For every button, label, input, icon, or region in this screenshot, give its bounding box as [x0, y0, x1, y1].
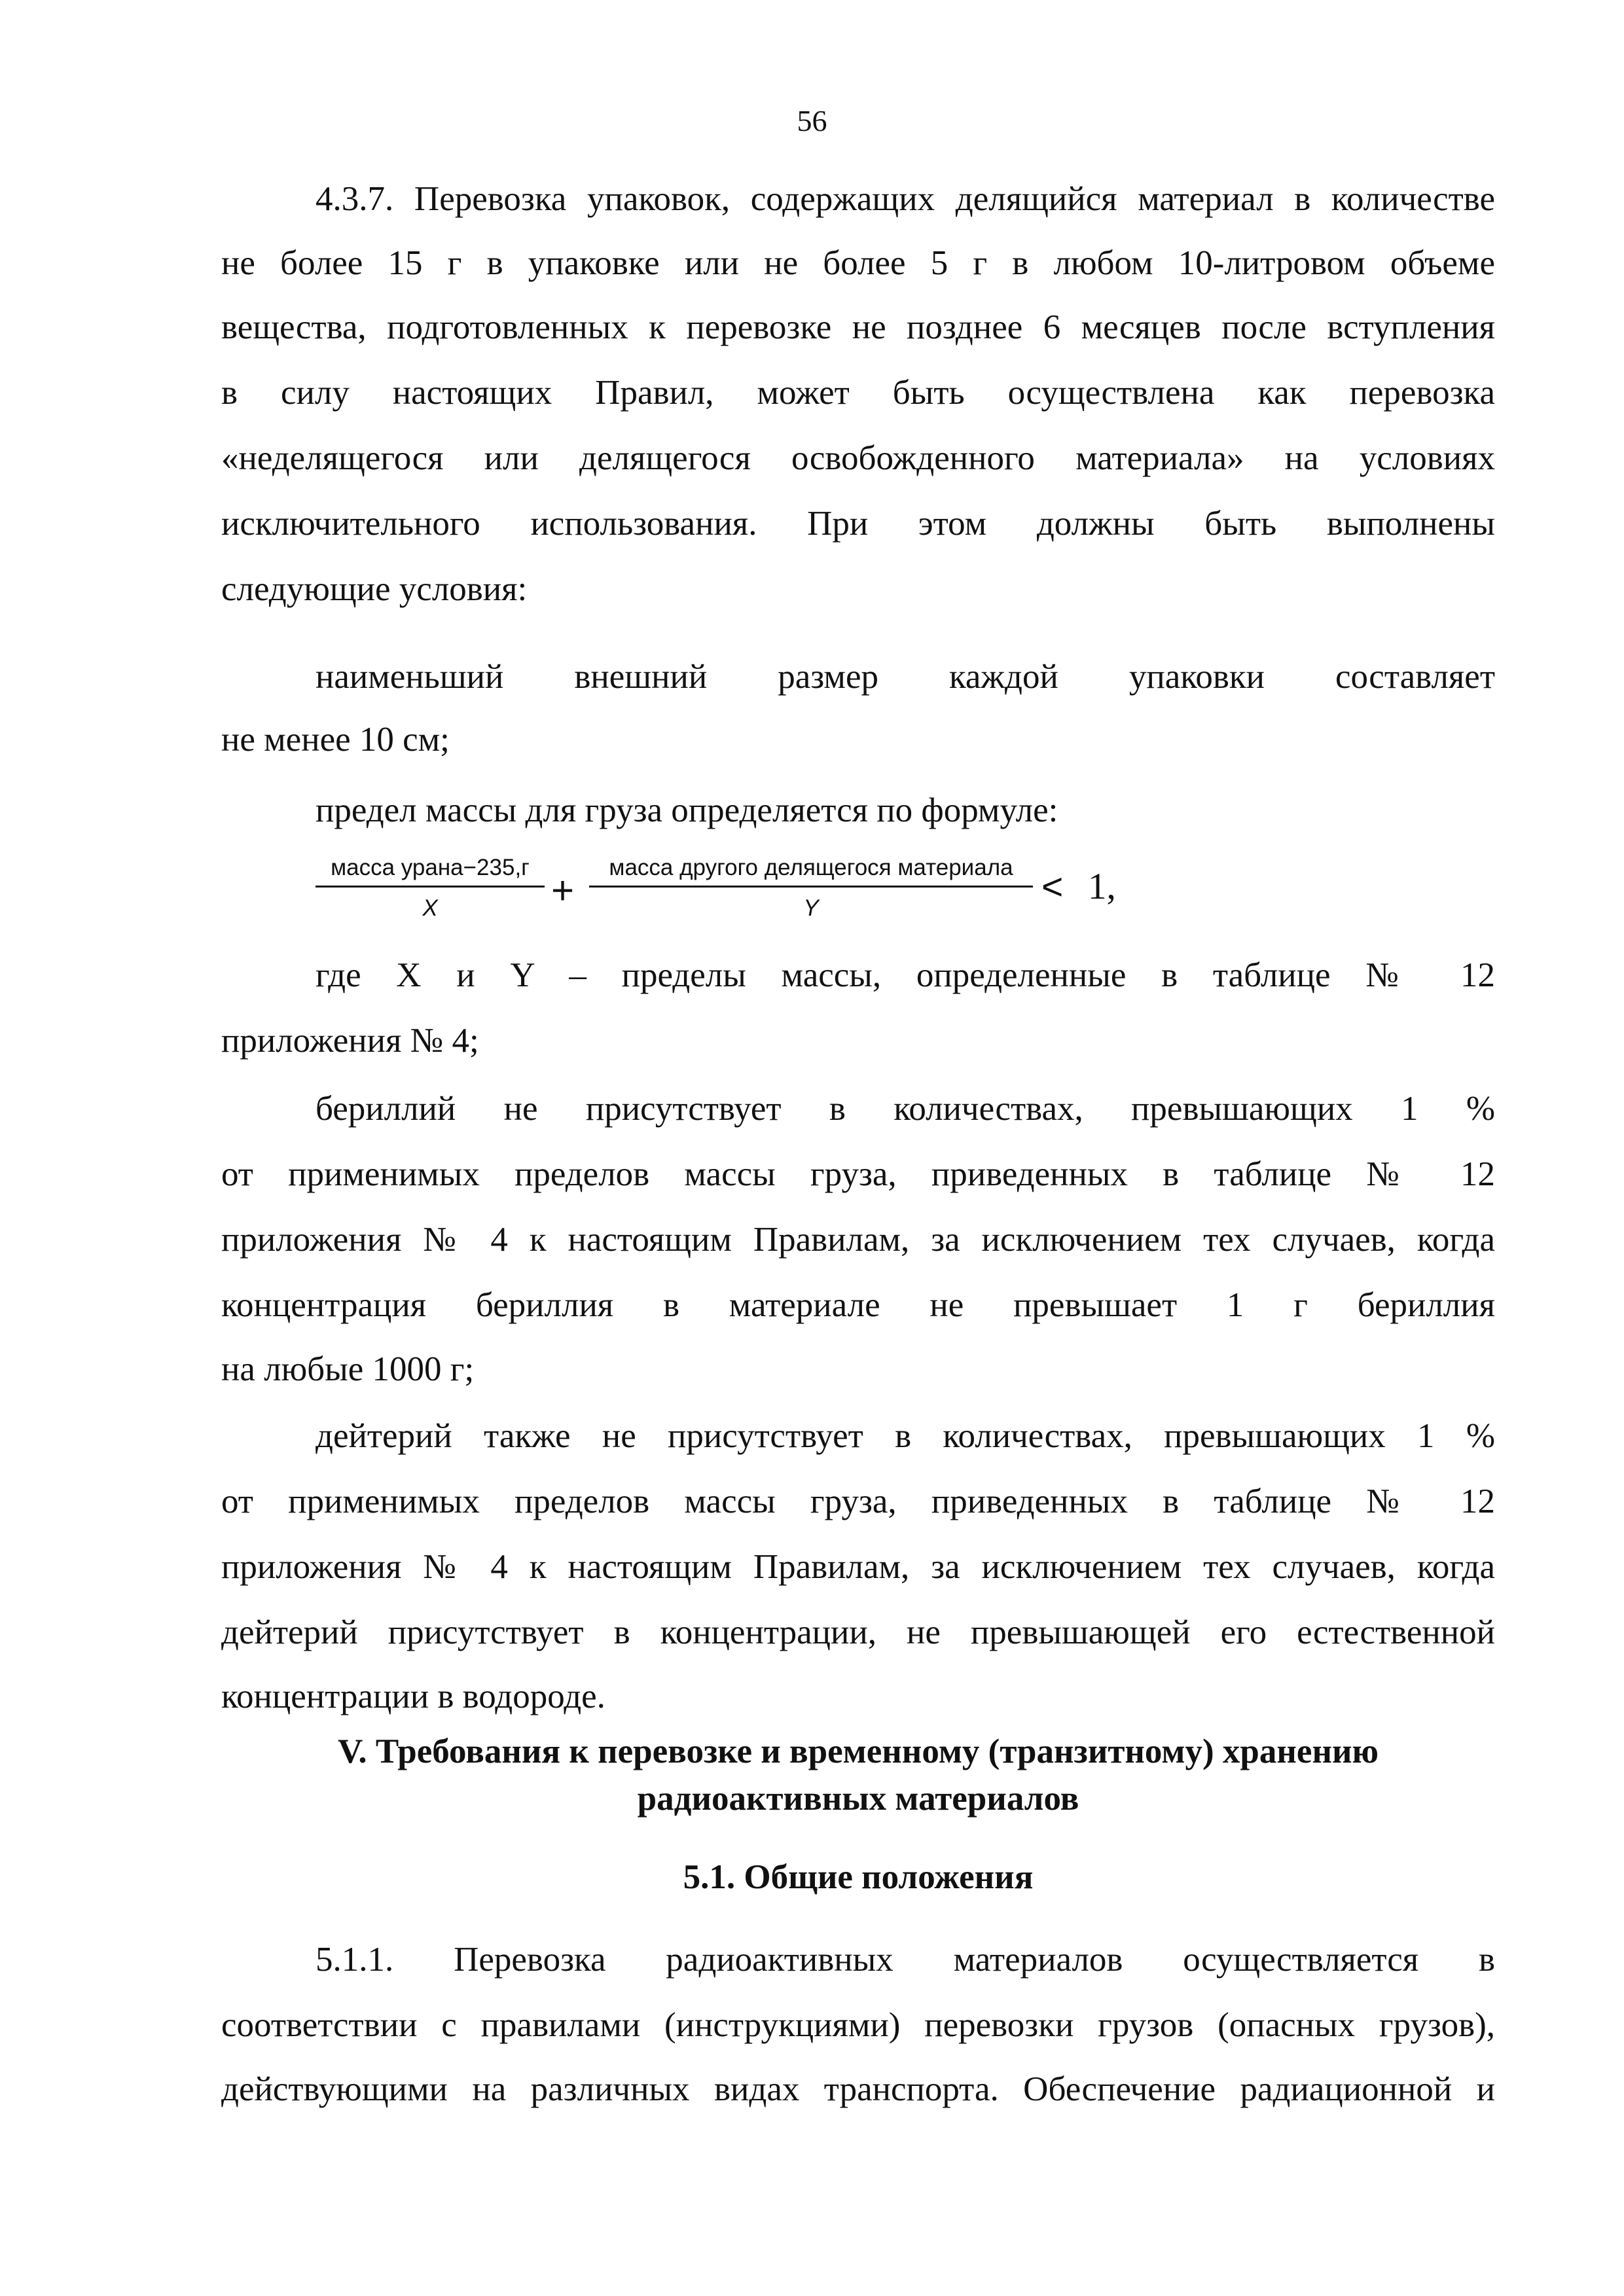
paragraph-line: действующими на различных видах транспорта. Обеспечение радиационной и	[221, 2070, 1495, 2108]
plus-sign: +	[551, 869, 575, 912]
fraction-bar	[589, 886, 1033, 888]
paragraph-line: дейтерий присутствует в концентрации, не превышающей его естественной	[221, 1613, 1495, 1651]
paragraph-line: дейтерий также не присутствует в количествах, превышающих 1 %	[316, 1417, 1495, 1455]
fraction-bar	[316, 886, 545, 888]
paragraph-line: «неделящегося или делящегося освобожденного материала» на условиях	[221, 439, 1495, 477]
paragraph-line: в силу настоящих Правил, может быть осуществлена как перевозка	[221, 374, 1495, 412]
paragraph-line: концентрации в водороде.	[221, 1677, 605, 1715]
less-than-sign: <	[1041, 866, 1064, 908]
paragraph-line: 5.1.1. Перевозка радиоактивных материалов осуществляется в	[316, 1941, 1495, 1979]
paragraph-line: следующие условия:	[221, 570, 528, 608]
mass-limit-formula	[316, 854, 1168, 933]
paragraph-line: 4.3.7. Перевозка упаковок, содержащих делящийся материал в количестве	[316, 180, 1495, 218]
subsection-title: 5.1. Общие положения	[683, 1858, 1034, 1896]
paragraph-line: приложения № 4 к настоящим Правилам, за исключением тех случаев, когда	[221, 1221, 1495, 1259]
page-number: 56	[797, 104, 827, 137]
x-denominator: X	[422, 895, 438, 921]
paragraph-line: наименьший внешний размер каждой упаковки составляет	[316, 658, 1495, 696]
paragraph-line: на любые 1000 г;	[221, 1350, 475, 1388]
paragraph-line: бериллий не присутствует в количествах, превышающих 1 %	[316, 1090, 1495, 1128]
formula-intro: предел массы для груза определяется по формуле:	[316, 791, 1058, 829]
section-title-line: радиоактивных материалов	[637, 1780, 1079, 1818]
other-material-numerator: масса другого делящегося материала	[609, 855, 1013, 880]
paragraph-line: приложения № 4 к настоящим Правилам, за исключением тех случаев, когда	[221, 1548, 1495, 1586]
paragraph-line: от применимых пределов массы груза, приведенных в таблице № 12	[221, 1155, 1495, 1193]
paragraph-line: концентрация бериллия в материале не превышает 1 г бериллия	[221, 1286, 1495, 1324]
paragraph-line: где X и Y – пределы массы, определенные в таблице № 12	[316, 956, 1495, 994]
paragraph-line: исключительного использования. При этом должны быть выполнены	[221, 505, 1495, 543]
paragraph-line: приложения № 4;	[221, 1022, 479, 1060]
y-denominator: Y	[803, 895, 819, 921]
paragraph-line: соответствии с правилами (инструкциями) перевозки грузов (опасных грузов),	[221, 2006, 1495, 2044]
formula-result: 1,	[1088, 866, 1116, 907]
paragraph-line: не менее 10 см;	[221, 721, 450, 759]
section-title-line: V. Требования к перевозке и временному (транзитному) хранению	[337, 1732, 1379, 1770]
paragraph-line: от применимых пределов массы груза, приведенных в таблице № 12	[221, 1482, 1495, 1520]
paragraph-line: вещества, подготовленных к перевозке не позднее 6 месяцев после вступления	[221, 308, 1495, 346]
uranium-numerator: масса урана−235,г	[331, 855, 530, 880]
paragraph-line: не более 15 г в упаковке или не более 5 г в любом 10-литровом объеме	[221, 244, 1495, 282]
